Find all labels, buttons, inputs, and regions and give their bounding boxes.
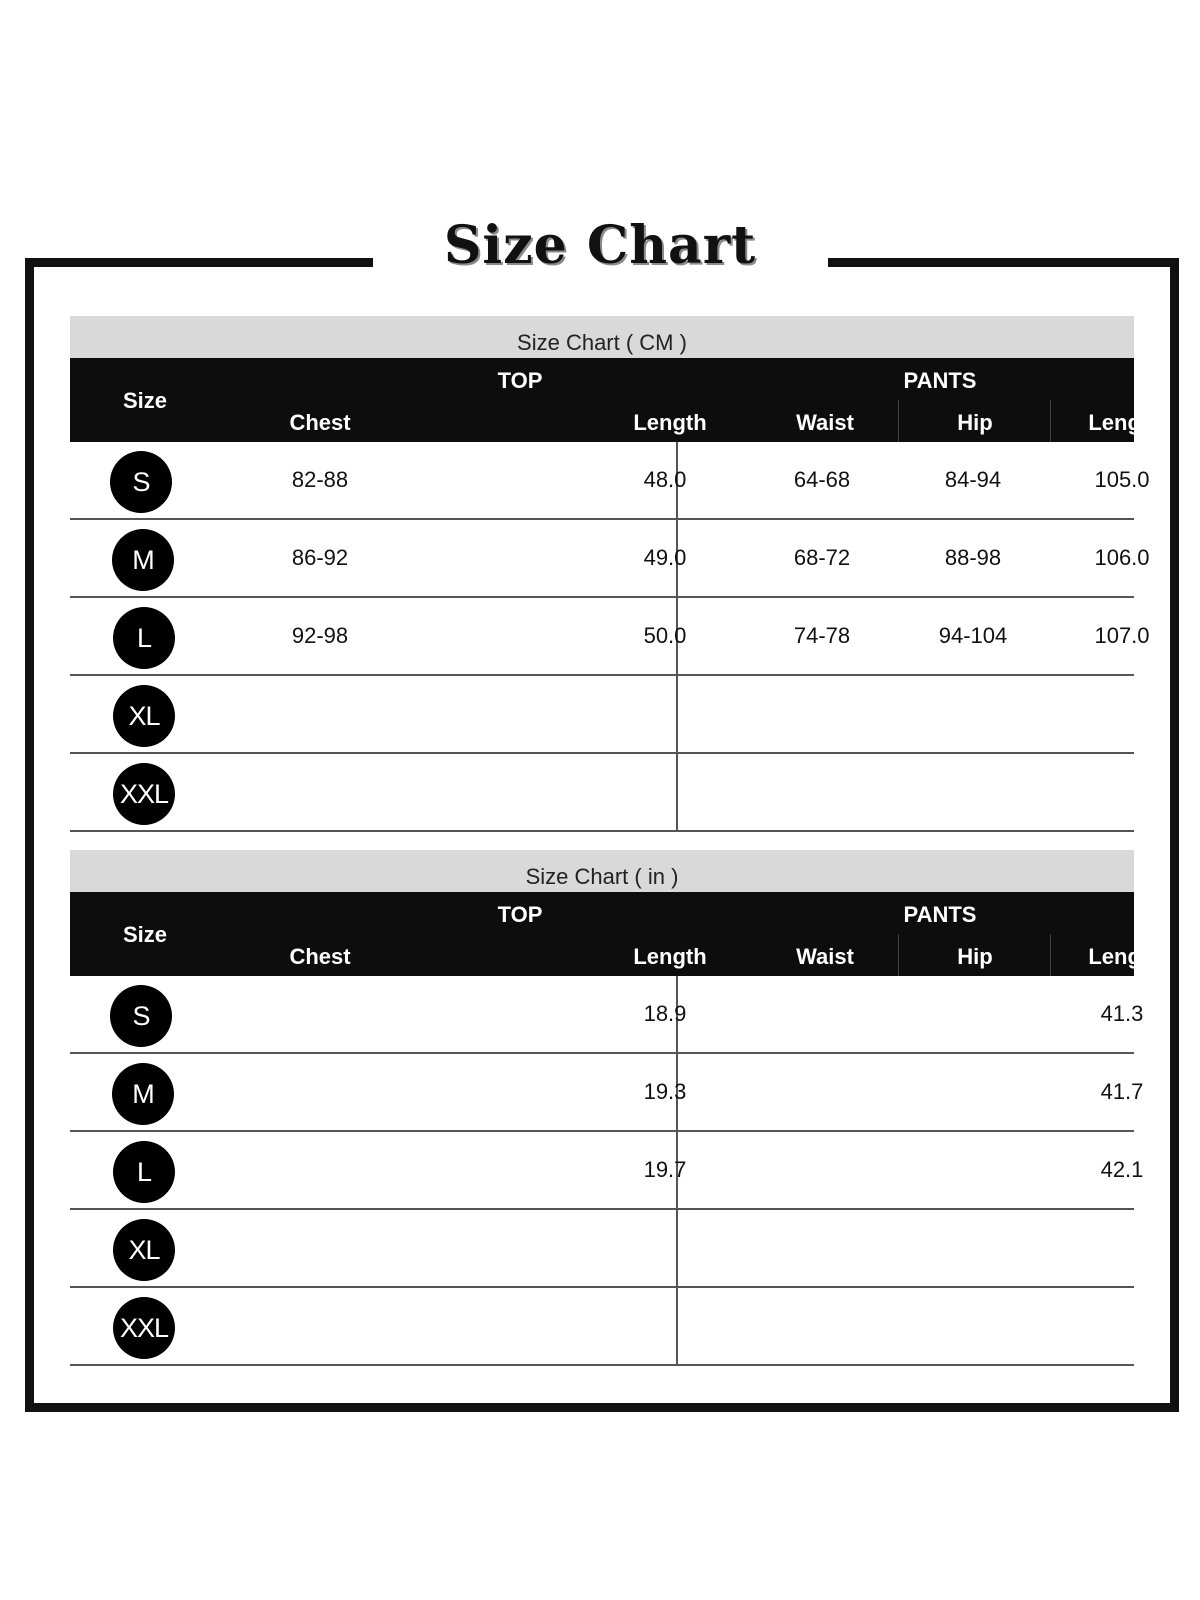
frame-top-right xyxy=(828,258,1179,267)
header-chest: Chest xyxy=(289,410,351,435)
chest-cell: 82-88 xyxy=(291,467,349,492)
chart-caption: Size Chart ( CM ) xyxy=(70,316,1134,358)
header-top-length: Length xyxy=(633,944,707,969)
table-row xyxy=(70,1132,1144,1210)
size-chart-in xyxy=(70,850,1162,1366)
header-size: Size xyxy=(122,922,168,947)
table-row xyxy=(70,976,1144,1054)
top-length-cell: 50.0 xyxy=(643,623,687,648)
size-chart-cm xyxy=(70,316,1162,832)
hip-cell: 88-98 xyxy=(944,545,1002,570)
header-pants-length: Length xyxy=(1088,944,1162,969)
top-length-cell: 19.7 xyxy=(643,1157,687,1182)
top-length-cell: 49.0 xyxy=(643,545,687,570)
header-divider xyxy=(898,934,899,976)
frame-top-left xyxy=(25,258,373,267)
waist-cell: 68-72 xyxy=(793,545,851,570)
table-row xyxy=(70,442,1150,520)
header-waist: Waist xyxy=(796,410,854,435)
table-row xyxy=(70,598,1150,676)
header-divider xyxy=(1050,400,1051,442)
size-badge: L xyxy=(113,607,175,669)
header-divider xyxy=(898,400,899,442)
size-badge: S xyxy=(110,451,172,513)
table-header xyxy=(70,892,1162,976)
table-row xyxy=(70,754,1134,832)
table-row xyxy=(70,1210,1134,1288)
pants-length-cell: 41.3 xyxy=(1100,1001,1144,1026)
frame-left xyxy=(25,258,34,1412)
header-waist: Waist xyxy=(796,944,854,969)
chart-caption: Size Chart ( in ) xyxy=(70,850,1134,892)
hip-cell: 94-104 xyxy=(938,623,1008,648)
frame-bottom xyxy=(25,1403,1179,1412)
pants-length-cell: 105.0 xyxy=(1094,467,1150,492)
page-title: Size Chart xyxy=(443,215,757,276)
pants-length-cell: 41.7 xyxy=(1100,1079,1144,1104)
pants-length-cell: 107.0 xyxy=(1094,623,1150,648)
table-body xyxy=(70,442,1150,832)
header-top: TOP xyxy=(497,902,543,927)
header-top: TOP xyxy=(497,368,543,393)
header-pants: PANTS xyxy=(903,368,977,393)
table-row xyxy=(70,520,1150,598)
header-chest: Chest xyxy=(289,944,351,969)
header-hip: Hip xyxy=(957,410,993,435)
size-badge: M xyxy=(112,1063,174,1125)
header-pants-length: Length xyxy=(1088,410,1162,435)
table-row xyxy=(70,1288,1134,1366)
size-badge: XL xyxy=(113,685,175,747)
waist-cell: 74-78 xyxy=(793,623,851,648)
size-badge: S xyxy=(110,985,172,1047)
chest-cell: 86-92 xyxy=(291,545,349,570)
hip-cell: 84-94 xyxy=(944,467,1002,492)
top-length-cell: 18.9 xyxy=(643,1001,687,1026)
top-length-cell: 19.3 xyxy=(643,1079,687,1104)
header-divider xyxy=(1050,934,1051,976)
waist-cell: 64-68 xyxy=(793,467,851,492)
size-badge: XL xyxy=(113,1219,175,1281)
table-row xyxy=(70,676,1134,754)
size-badge: XXL xyxy=(113,763,175,825)
header-pants: PANTS xyxy=(903,902,977,927)
header-size: Size xyxy=(122,388,168,413)
table-body xyxy=(70,976,1144,1366)
header-top-length: Length xyxy=(633,410,707,435)
table-header xyxy=(70,358,1162,442)
table-row xyxy=(70,1054,1144,1132)
size-badge: M xyxy=(112,529,174,591)
top-length-cell: 48.0 xyxy=(643,467,687,492)
pants-length-cell: 42.1 xyxy=(1100,1157,1144,1182)
header-hip: Hip xyxy=(957,944,993,969)
chest-cell: 92-98 xyxy=(291,623,349,648)
size-badge: L xyxy=(113,1141,175,1203)
size-badge: XXL xyxy=(113,1297,175,1359)
pants-length-cell: 106.0 xyxy=(1094,545,1150,570)
